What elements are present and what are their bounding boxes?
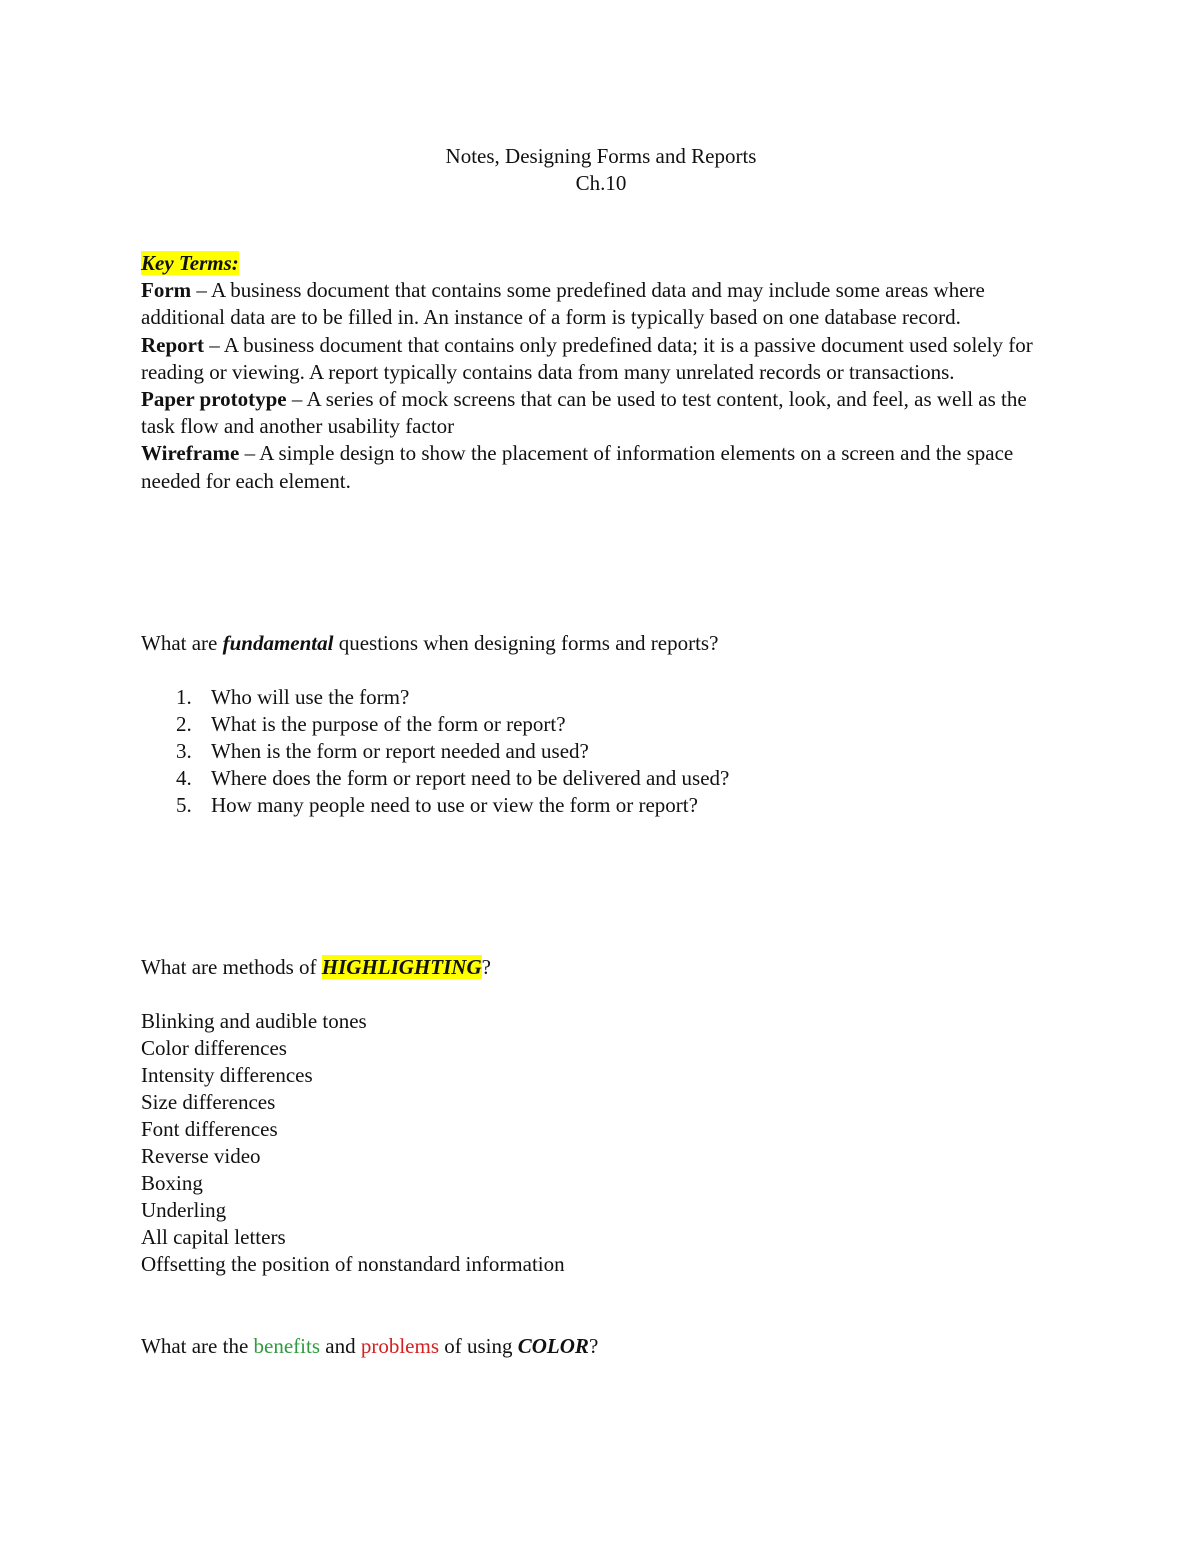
color-question-heading: What are the benefits and problems of using COLOR? (141, 1334, 599, 1358)
list-item: Boxing (141, 1171, 203, 1196)
term-entry-paper-prototype (141, 386, 1061, 440)
highlighting-emphasis: HIGHLIGHTING (321, 955, 482, 979)
problems-word: problems (360, 1334, 439, 1358)
color-emphasis: COLOR (517, 1334, 589, 1358)
document-header (141, 143, 1061, 197)
list-item: Font differences (141, 1117, 278, 1142)
term-name: Report (141, 332, 204, 357)
term-name: Form (141, 278, 192, 303)
term-entry-wireframe (141, 440, 1061, 494)
list-item: Offsetting the position of nonstandard information (141, 1252, 565, 1277)
term-definition: – A business document that contains only predefined data; it is a passive document used solely for reading or viewing. A report typically contains data from many unrelated records or transactions. (141, 332, 1033, 384)
term-entry-form (141, 277, 1061, 331)
fundamental-emphasis: fundamental (222, 631, 334, 655)
term-definition: – A series of mock screens that can be used to test content, look, and feel, as well as the task flow and another usability factor (141, 387, 1027, 439)
color-section (141, 1333, 1061, 1360)
term-entry-report (141, 332, 1061, 386)
document-title: Notes, Designing Forms and Reports (445, 144, 757, 168)
list-item: All capital letters (141, 1225, 286, 1250)
fundamental-question-heading: What are fundamental questions when designing forms and reports? (141, 631, 719, 655)
list-item: Size differences (141, 1090, 276, 1115)
list-item: Reverse video (141, 1144, 261, 1169)
list-item: Blinking and audible tones (141, 1009, 367, 1034)
key-terms-heading: Key Terms: (141, 251, 239, 275)
highlighting-section (141, 954, 1061, 1278)
term-name: Wireframe (141, 441, 240, 466)
fundamental-questions-section (141, 630, 1061, 819)
list-item: 5. How many people need to use or view the form or report? (176, 793, 698, 818)
list-item: 4. Where does the form or report need to be delivered and used? (176, 766, 730, 791)
term-name: Paper prototype (141, 387, 287, 412)
list-item: 2. What is the purpose of the form or report? (176, 712, 566, 737)
list-item: Color differences (141, 1036, 287, 1061)
term-definition: – A business document that contains some predefined data and may include some areas where additional data are to be filled in. An instance of a form is typically based on one database record. (141, 278, 985, 330)
benefits-word: benefits (253, 1334, 321, 1358)
list-item: Underling (141, 1198, 227, 1223)
fundamental-questions-list (141, 684, 1061, 819)
list-item: Intensity differences (141, 1063, 313, 1088)
list-item: 3. When is the form or report needed and used? (176, 739, 589, 764)
key-terms-section (141, 250, 1061, 495)
highlighting-question-heading: What are methods of HIGHLIGHTING? (141, 955, 491, 979)
chapter-label: Ch.10 (575, 171, 627, 195)
highlighting-methods-list (141, 1008, 1061, 1278)
term-definition: – A simple design to show the placement of information elements on a screen and the space needed for each element. (141, 441, 1014, 493)
list-item: 1. Who will use the form? (176, 685, 410, 710)
